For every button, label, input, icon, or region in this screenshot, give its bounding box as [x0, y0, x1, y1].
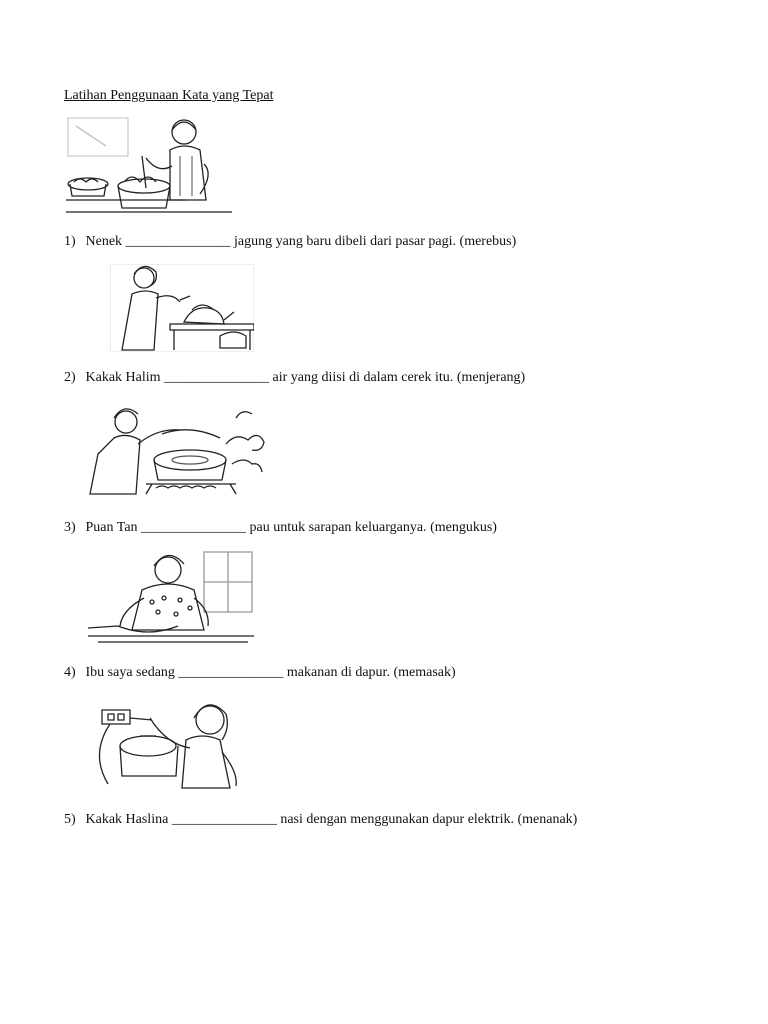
- question-2: [64, 370, 525, 386]
- question-text-before: Nenek: [85, 234, 123, 249]
- answer-hint: (merebus): [459, 234, 517, 249]
- question-text-after: pau untuk sarapan keluarganya.: [249, 520, 427, 535]
- question-number: 5): [64, 812, 76, 827]
- question-text-before: Kakak Halim: [85, 370, 161, 385]
- question-number: 4): [64, 665, 76, 680]
- grandmother-boiling-pot-illustration: [66, 116, 232, 218]
- answer-blank[interactable]: _______________: [125, 234, 231, 249]
- worksheet-title: Latihan Penggunaan Kata yang Tepat: [64, 88, 274, 103]
- question-4: [64, 665, 456, 681]
- question-1: [64, 234, 516, 250]
- question-5: [64, 812, 577, 828]
- answer-hint: (menjerang): [456, 370, 526, 385]
- woman-kettle-stove-illustration: [110, 264, 254, 352]
- question-text-after: makanan di dapur.: [286, 665, 390, 680]
- question-number: 3): [64, 520, 76, 535]
- answer-blank[interactable]: _______________: [178, 665, 284, 680]
- question-number: 1): [64, 234, 76, 249]
- question-text-before: Ibu saya sedang: [85, 665, 175, 680]
- answer-hint: (menanak): [517, 812, 578, 827]
- question-3: [64, 520, 497, 536]
- question-text-before: Puan Tan: [85, 520, 138, 535]
- mother-cooking-wok-illustration: [88, 550, 254, 646]
- question-text-after: air yang diisi di dalam cerek itu.: [272, 370, 454, 385]
- question-text-after: nasi dengan menggunakan dapur elektrik.: [280, 812, 514, 827]
- answer-blank[interactable]: _______________: [164, 370, 270, 385]
- girl-rice-cooker-illustration: [90, 696, 250, 792]
- answer-blank[interactable]: _______________: [171, 812, 277, 827]
- question-number: 2): [64, 370, 76, 385]
- woman-steamer-illustration: [86, 404, 266, 496]
- question-text-before: Kakak Haslina: [85, 812, 169, 827]
- question-text-after: jagung yang baru dibeli dari pasar pagi.: [234, 234, 457, 249]
- answer-blank[interactable]: _______________: [141, 520, 247, 535]
- answer-hint: (memasak): [393, 665, 456, 680]
- answer-hint: (mengukus): [430, 520, 497, 535]
